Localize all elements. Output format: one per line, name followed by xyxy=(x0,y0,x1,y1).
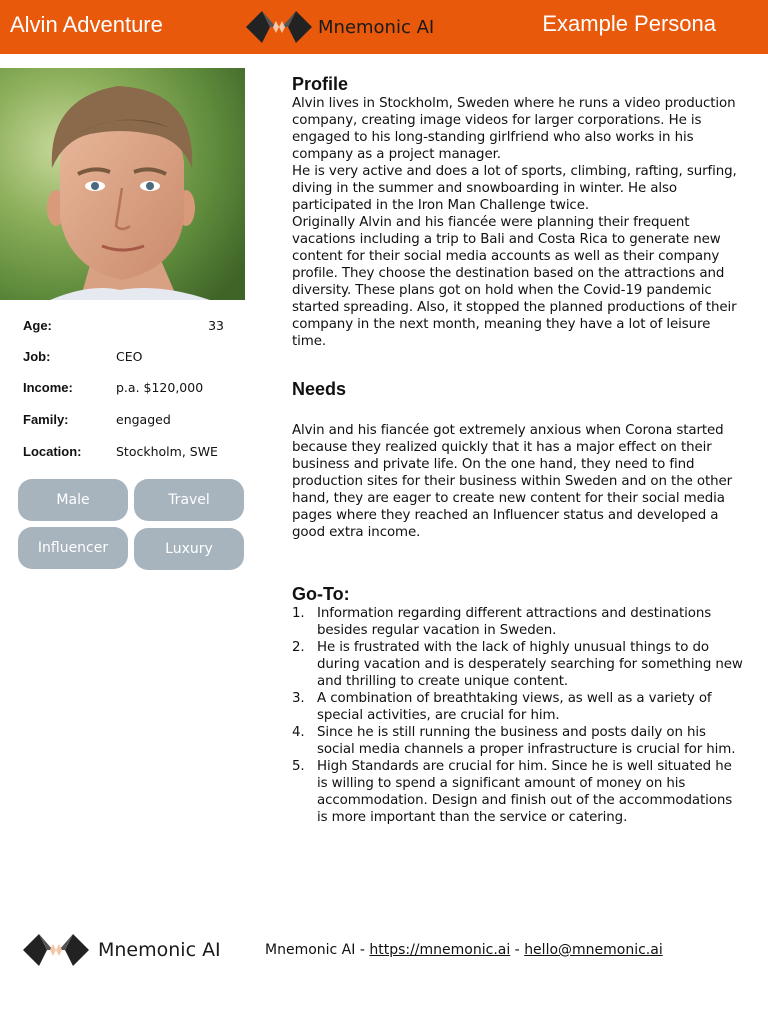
profile-heading: Profile xyxy=(292,74,349,94)
fact-family xyxy=(23,412,233,430)
fact-value: CEO xyxy=(116,349,143,364)
email-link[interactable]: hello@mnemonic.ai xyxy=(524,942,663,958)
profile-paragraph: Alvin lives in Stockholm, Sweden where he runs a video production company, creating image videos for larger corporations. He is engaged to his long-standing girlfriend who also works in his company as a project manager. xyxy=(292,96,736,162)
fact-value: p.a. $120,000 xyxy=(116,380,204,395)
fact-label: Age: xyxy=(23,318,52,333)
fact-label: Family: xyxy=(23,412,69,427)
persona-name: Alvin Adventure xyxy=(10,12,163,37)
fact-income xyxy=(23,380,233,398)
goto-section xyxy=(292,584,744,826)
fact-age xyxy=(23,318,233,336)
list-item: 4. Since he is still running the business and posts daily on his social media channels a proper infrastructure is crucial for him. xyxy=(292,725,736,757)
mnemonic-logo-icon xyxy=(246,10,312,44)
list-item: 1. Information regarding different attractions and destinations besides regular vacation in Sweden. xyxy=(292,606,712,638)
header-logo xyxy=(246,10,434,44)
goto-item-text: Since he is still running the business and posts daily on his social media channels a proper infrastructure is crucial for him. xyxy=(317,725,736,757)
tag-influencer: Influencer xyxy=(18,527,128,569)
website-link[interactable]: https://mnemonic.ai xyxy=(369,942,511,958)
fact-location xyxy=(23,444,233,462)
goto-item-text: Information regarding different attractions and destinations besides regular vacation in Sweden. xyxy=(317,606,712,638)
fact-value: engaged xyxy=(116,412,171,427)
brand-name: Mnemonic AI xyxy=(318,16,435,38)
fact-job xyxy=(23,349,233,367)
list-item: 5. High Standards are crucial for him. Since he is well situated he is willing to spend a significant amount of money on his accommodation. Design and finish out of the accommodations is more important than the service or catering. xyxy=(292,759,733,825)
persona-photo xyxy=(0,68,245,300)
needs-section xyxy=(292,379,744,541)
footer-separator: - xyxy=(510,942,525,958)
footer-logo xyxy=(22,933,221,967)
goto-item-text: High Standards are crucial for him. Since he is well situated he is willing to spend a significant amount of money on his accommodation. Design and finish out of the accommodations is more important than the service or catering. xyxy=(317,759,733,825)
profile-paragraph: He is very active and does a lot of sports, climbing, rafting, surfing, diving in the summer and snowboarding in winter. He also participated in the Iron Man Challenge twice. xyxy=(292,164,737,213)
fact-label: Location: xyxy=(23,444,82,459)
persona-label: Example Persona xyxy=(542,11,716,36)
tag-travel: Travel xyxy=(134,479,244,521)
goto-item-text: He is frustrated with the lack of highly unusual things to do during vacation and is desperately searching for something new and thrilling to create unique content. xyxy=(317,640,743,689)
goto-item-text: A combination of breathtaking views, as well as a variety of special activities, are crucial for him. xyxy=(317,691,712,723)
needs-paragraph: Alvin and his fiancée got extremely anxious when Corona started because they realized quickly that it has a major effect on their business and private life. On the one hand, they need to find production sites for their business within Sweden and on the other hand, they are eager to create new content for their social media pages where they reached an Influencer status and developed a good extra income. xyxy=(292,423,733,540)
brand-name: Mnemonic AI xyxy=(98,939,221,961)
fact-value: Stockholm, SWE xyxy=(116,444,218,459)
header-bar xyxy=(0,0,768,54)
footer-contact xyxy=(265,942,663,958)
tag-male: Male xyxy=(18,479,128,521)
fact-value: 33 xyxy=(208,318,224,333)
profile-paragraph: Originally Alvin and his fiancée were planning their frequent vacations including a trip to Bali and Costa Rica to generate new content for their social media accounts as well as their company profile. They choose the destination based on the attractions and diversity. These plans got on hold when the Covid-19 pandemic started spreading. Also, it stopped the planned productions of their company in the next month, meaning they have a lot of leisure time. xyxy=(292,215,737,349)
fact-label: Job: xyxy=(23,349,51,364)
needs-heading: Needs xyxy=(292,379,347,399)
profile-section xyxy=(292,74,744,350)
list-item: 3. A combination of breathtaking views, as well as a variety of special activities, are crucial for him. xyxy=(292,691,712,723)
mnemonic-logo-icon xyxy=(22,933,90,967)
list-item: 2. He is frustrated with the lack of highly unusual things to do during vacation and is desperately searching for something new and thrilling to create unique content. xyxy=(292,640,743,689)
goto-list xyxy=(292,605,744,826)
goto-heading: Go-To: xyxy=(292,584,350,604)
fact-label: Income: xyxy=(23,380,73,395)
tag-luxury: Luxury xyxy=(134,528,244,570)
footer-prefix: Mnemonic AI - xyxy=(265,942,370,958)
